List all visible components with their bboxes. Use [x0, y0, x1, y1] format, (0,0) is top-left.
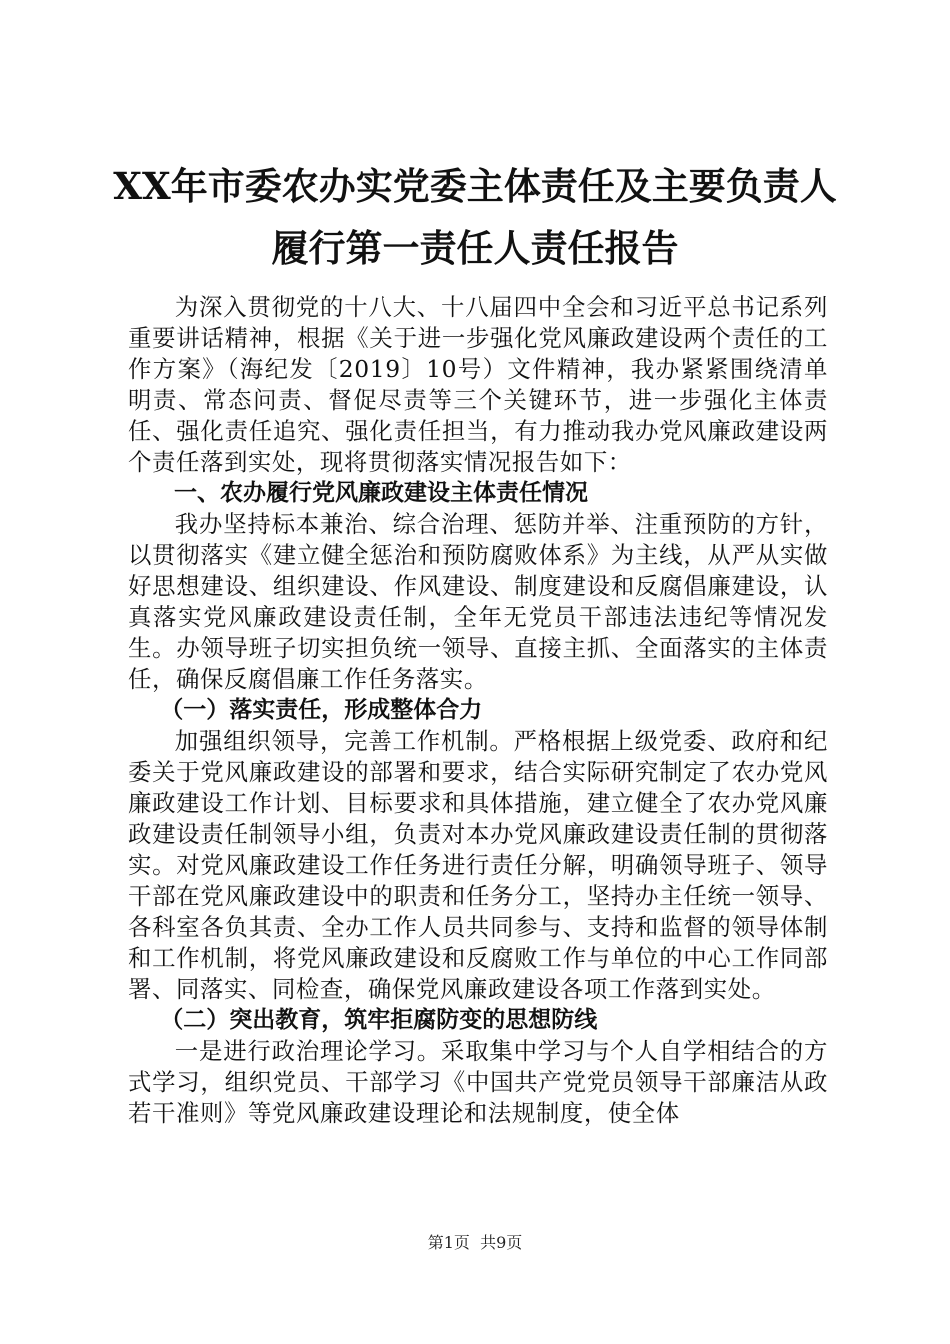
paragraph-subsection-2: 一是进行政治理论学习。采取集中学习与个人自学相结合的方式学习，组织党员、干部学习《中国共产党党员领导干部廉洁从政若干准则》等党风廉政建设理论和法规制度，使全体 [128, 1037, 828, 1127]
subsection-heading-2: （二）突出教育，筑牢拒腐防变的思想防线 [160, 1007, 598, 1033]
paragraph-section-1: 我办坚持标本兼治、综合治理、惩防并举、注重预防的方针，以贯彻落实《建立健全惩治和预防腐败体系》为主线，从严从实做好思想建设、组织建设、作风建设、制度建设和反腐倡廉建设，认真落实党风廉政建设责任制，全年无党员干部违法违纪等情况发生。办领导班子切实担负统一领导、直接主抓、全面落实的主体责任，确保反腐倡廉工作任务落实。 [128, 510, 828, 693]
paragraph-subsection-1: 加强组织领导，完善工作机制。严格根据上级党委、政府和纪委关于党风廉政建设的部署和要求，结合实际研究制定了农办党风廉政建设工作计划、目标要求和具体措施，建立健全了农办党风廉政建设责任制领导小组，负责对本办党风廉政建设责任制的贯彻落实。对党风廉政建设工作任务进行责任分解，明确领导班子、领导干部在党风廉政建设中的职责和任务分工，坚持办主任统一领导、各科室各负其责、全办工作人员共同参与、支持和监督的领导体制和工作机制，将党风廉政建设和反腐败工作与单位的中心工作同部署、同落实、同检查，确保党风廉政建设各项工作落到实处。 [128, 727, 828, 1003]
section-heading-1: 一、农办履行党风廉政建设主体责任情况 [174, 480, 588, 506]
document-title-line-1: XX年市委农办实党委主体责任及主要负责人 [113, 164, 837, 208]
paragraph-intro: 为深入贯彻党的十八大、十八届四中全会和习近平总书记系列重要讲话精神，根据《关于进一步强化党风廉政建设两个责任的工作方案》（海纪发〔2019〕10号）文件精神，我办紧紧围绕清单明责、常态问责、督促尽责等三个关键环节，进一步强化主体责任、强化责任追究、强化责任担当，有力推动我办党风廉政建设两个责任落到实处，现将贯彻落实情况报告如下： [128, 293, 828, 476]
page-number: 第1页 [427, 1233, 470, 1252]
subsection-heading-1: （一）落实责任，形成整体合力 [160, 697, 483, 723]
document-body [128, 292, 828, 1129]
page-footer [0, 1232, 950, 1254]
document-title-line-2: 履行第一责任人责任报告 [271, 226, 679, 270]
page-total: 共9页 [480, 1233, 523, 1252]
